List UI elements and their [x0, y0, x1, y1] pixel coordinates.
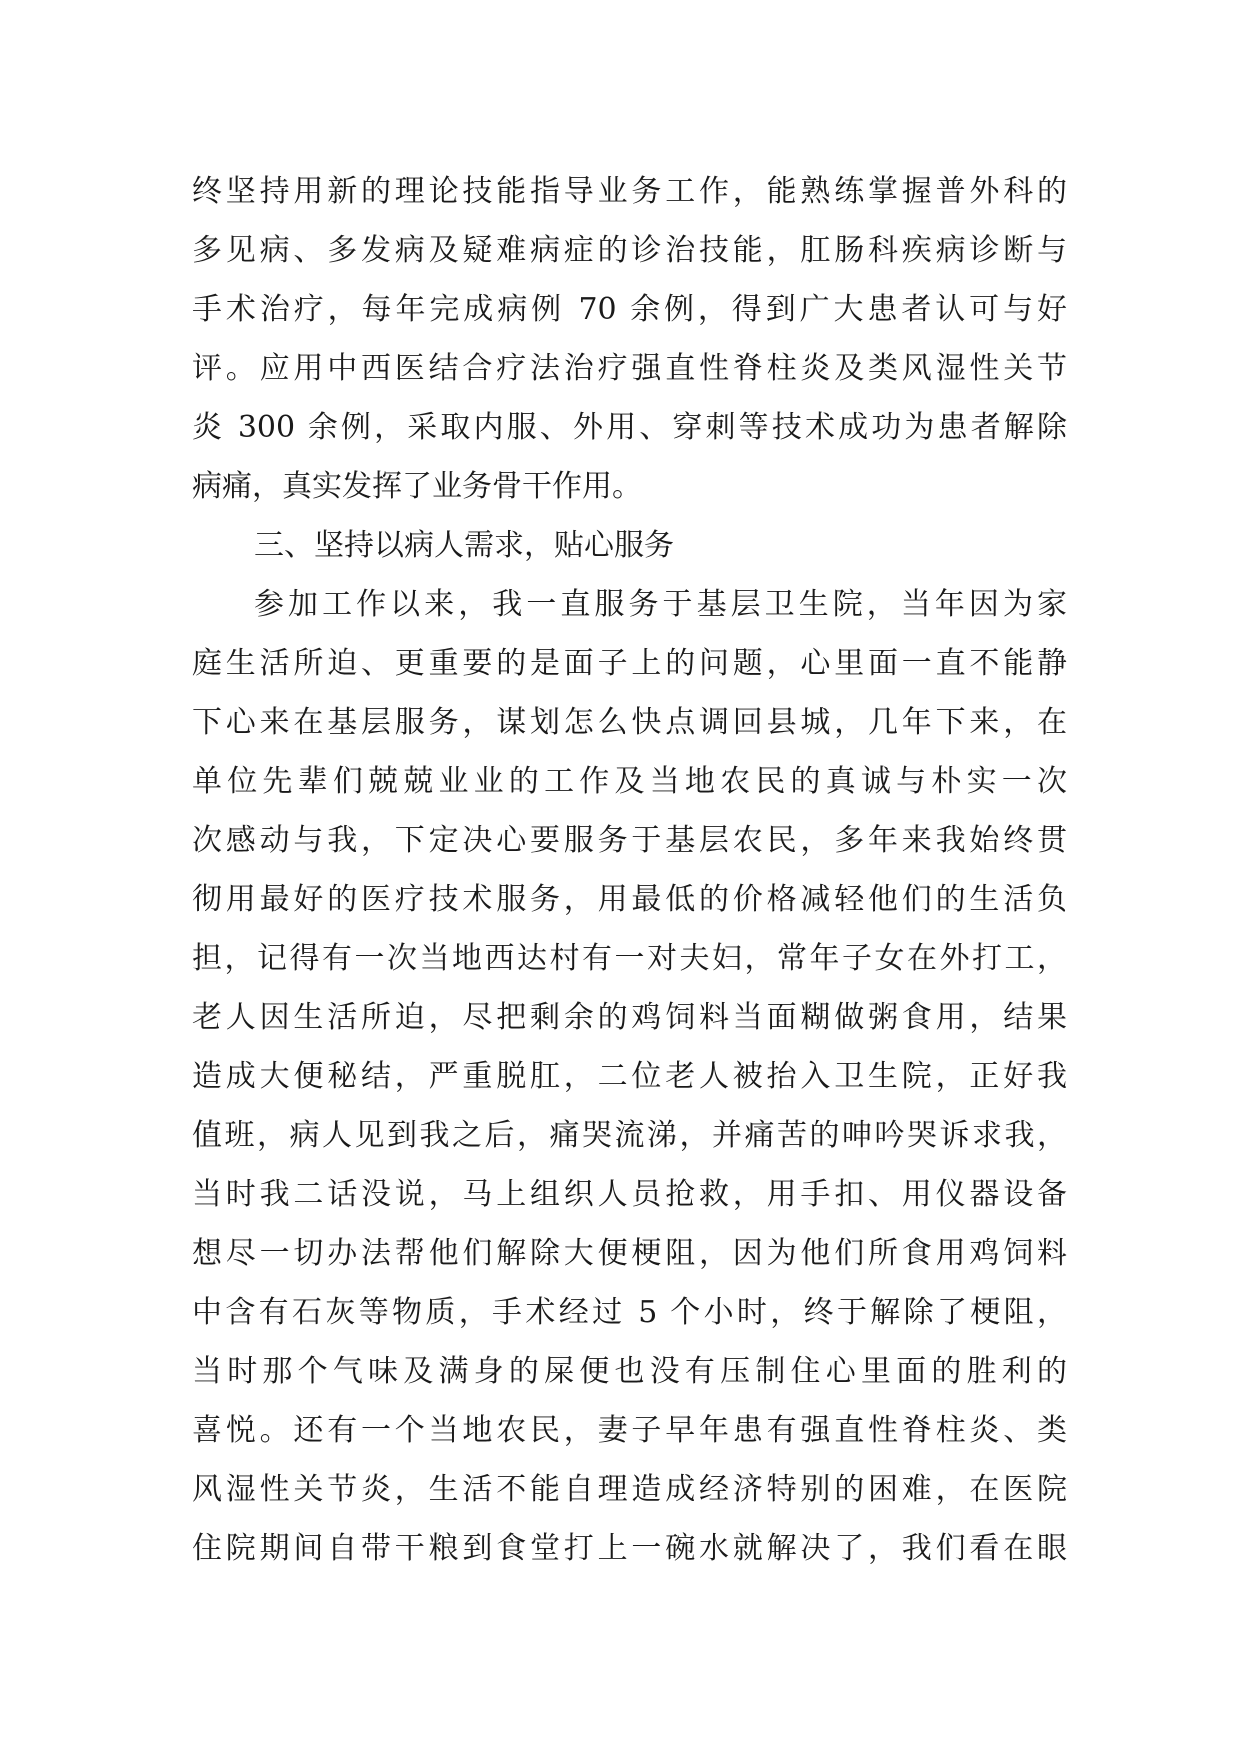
text-line: 彻用最好的医疗技术服务，用最低的价格减轻他们的生活负 — [192, 882, 1067, 917]
text-line: 住院期间自带干粮到食堂打上一碗水就解决了，我们看在眼 — [192, 1531, 1067, 1566]
text-line: 下心来在基层服务，谋划怎么快点调回县城，几年下来，在 — [192, 705, 1067, 740]
text-line: 担，记得有一次当地西达村有一对夫妇，常年子女在外打工， — [192, 941, 1067, 976]
text-line: 中含有石灰等物质，手术经过 5 个小时，终于解除了梗阻， — [192, 1295, 1067, 1330]
text-line: 喜悦。还有一个当地农民，妻子早年患有强直性脊柱炎、类 — [192, 1413, 1067, 1448]
text-line: 当时我二话没说，马上组织人员抢救，用手扣、用仪器设备 — [192, 1177, 1067, 1212]
section-heading: 三、坚持以病人需求，贴心服务 — [254, 528, 674, 563]
body-text — [192, 162, 1067, 1578]
text-line: 终坚持用新的理论技能指导业务工作，能熟练掌握普外科的 — [192, 174, 1067, 209]
text-line: 单位先辈们兢兢业业的工作及当地农民的真诚与朴实一次 — [192, 764, 1067, 799]
text-line: 老人因生活所迫，尽把剩余的鸡饲料当面糊做粥食用，结果 — [192, 1000, 1067, 1035]
text-line: 评。应用中西医结合疗法治疗强直性脊柱炎及类风湿性关节 — [192, 351, 1067, 386]
text-line: 多见病、多发病及疑难病症的诊治技能，肛肠科疾病诊断与 — [192, 233, 1067, 268]
text-line: 造成大便秘结，严重脱肛，二位老人被抬入卫生院，正好我 — [192, 1059, 1067, 1094]
text-line: 手术治疗，每年完成病例 70 余例，得到广大患者认可与好 — [192, 292, 1067, 327]
text-line: 当时那个气味及满身的屎便也没有压制住心里面的胜利的 — [192, 1354, 1067, 1389]
text-line: 想尽一切办法帮他们解除大便梗阻，因为他们所食用鸡饲料 — [192, 1236, 1067, 1271]
text-line: 次感动与我，下定决心要服务于基层农民，多年来我始终贯 — [192, 823, 1067, 858]
text-line: 病痛，真实发挥了业务骨干作用。 — [192, 469, 642, 504]
text-line: 炎 300 余例，采取内服、外用、穿刺等技术成功为患者解除 — [192, 410, 1067, 445]
text-line: 庭生活所迫、更重要的是面子上的问题，心里面一直不能静 — [192, 646, 1067, 681]
text-line: 值班，病人见到我之后，痛哭流涕，并痛苦的呻吟哭诉求我， — [192, 1118, 1067, 1153]
text-line: 参加工作以来，我一直服务于基层卫生院，当年因为家 — [254, 587, 1067, 622]
text-line: 风湿性关节炎，生活不能自理造成经济特别的困难，在医院 — [192, 1472, 1067, 1507]
